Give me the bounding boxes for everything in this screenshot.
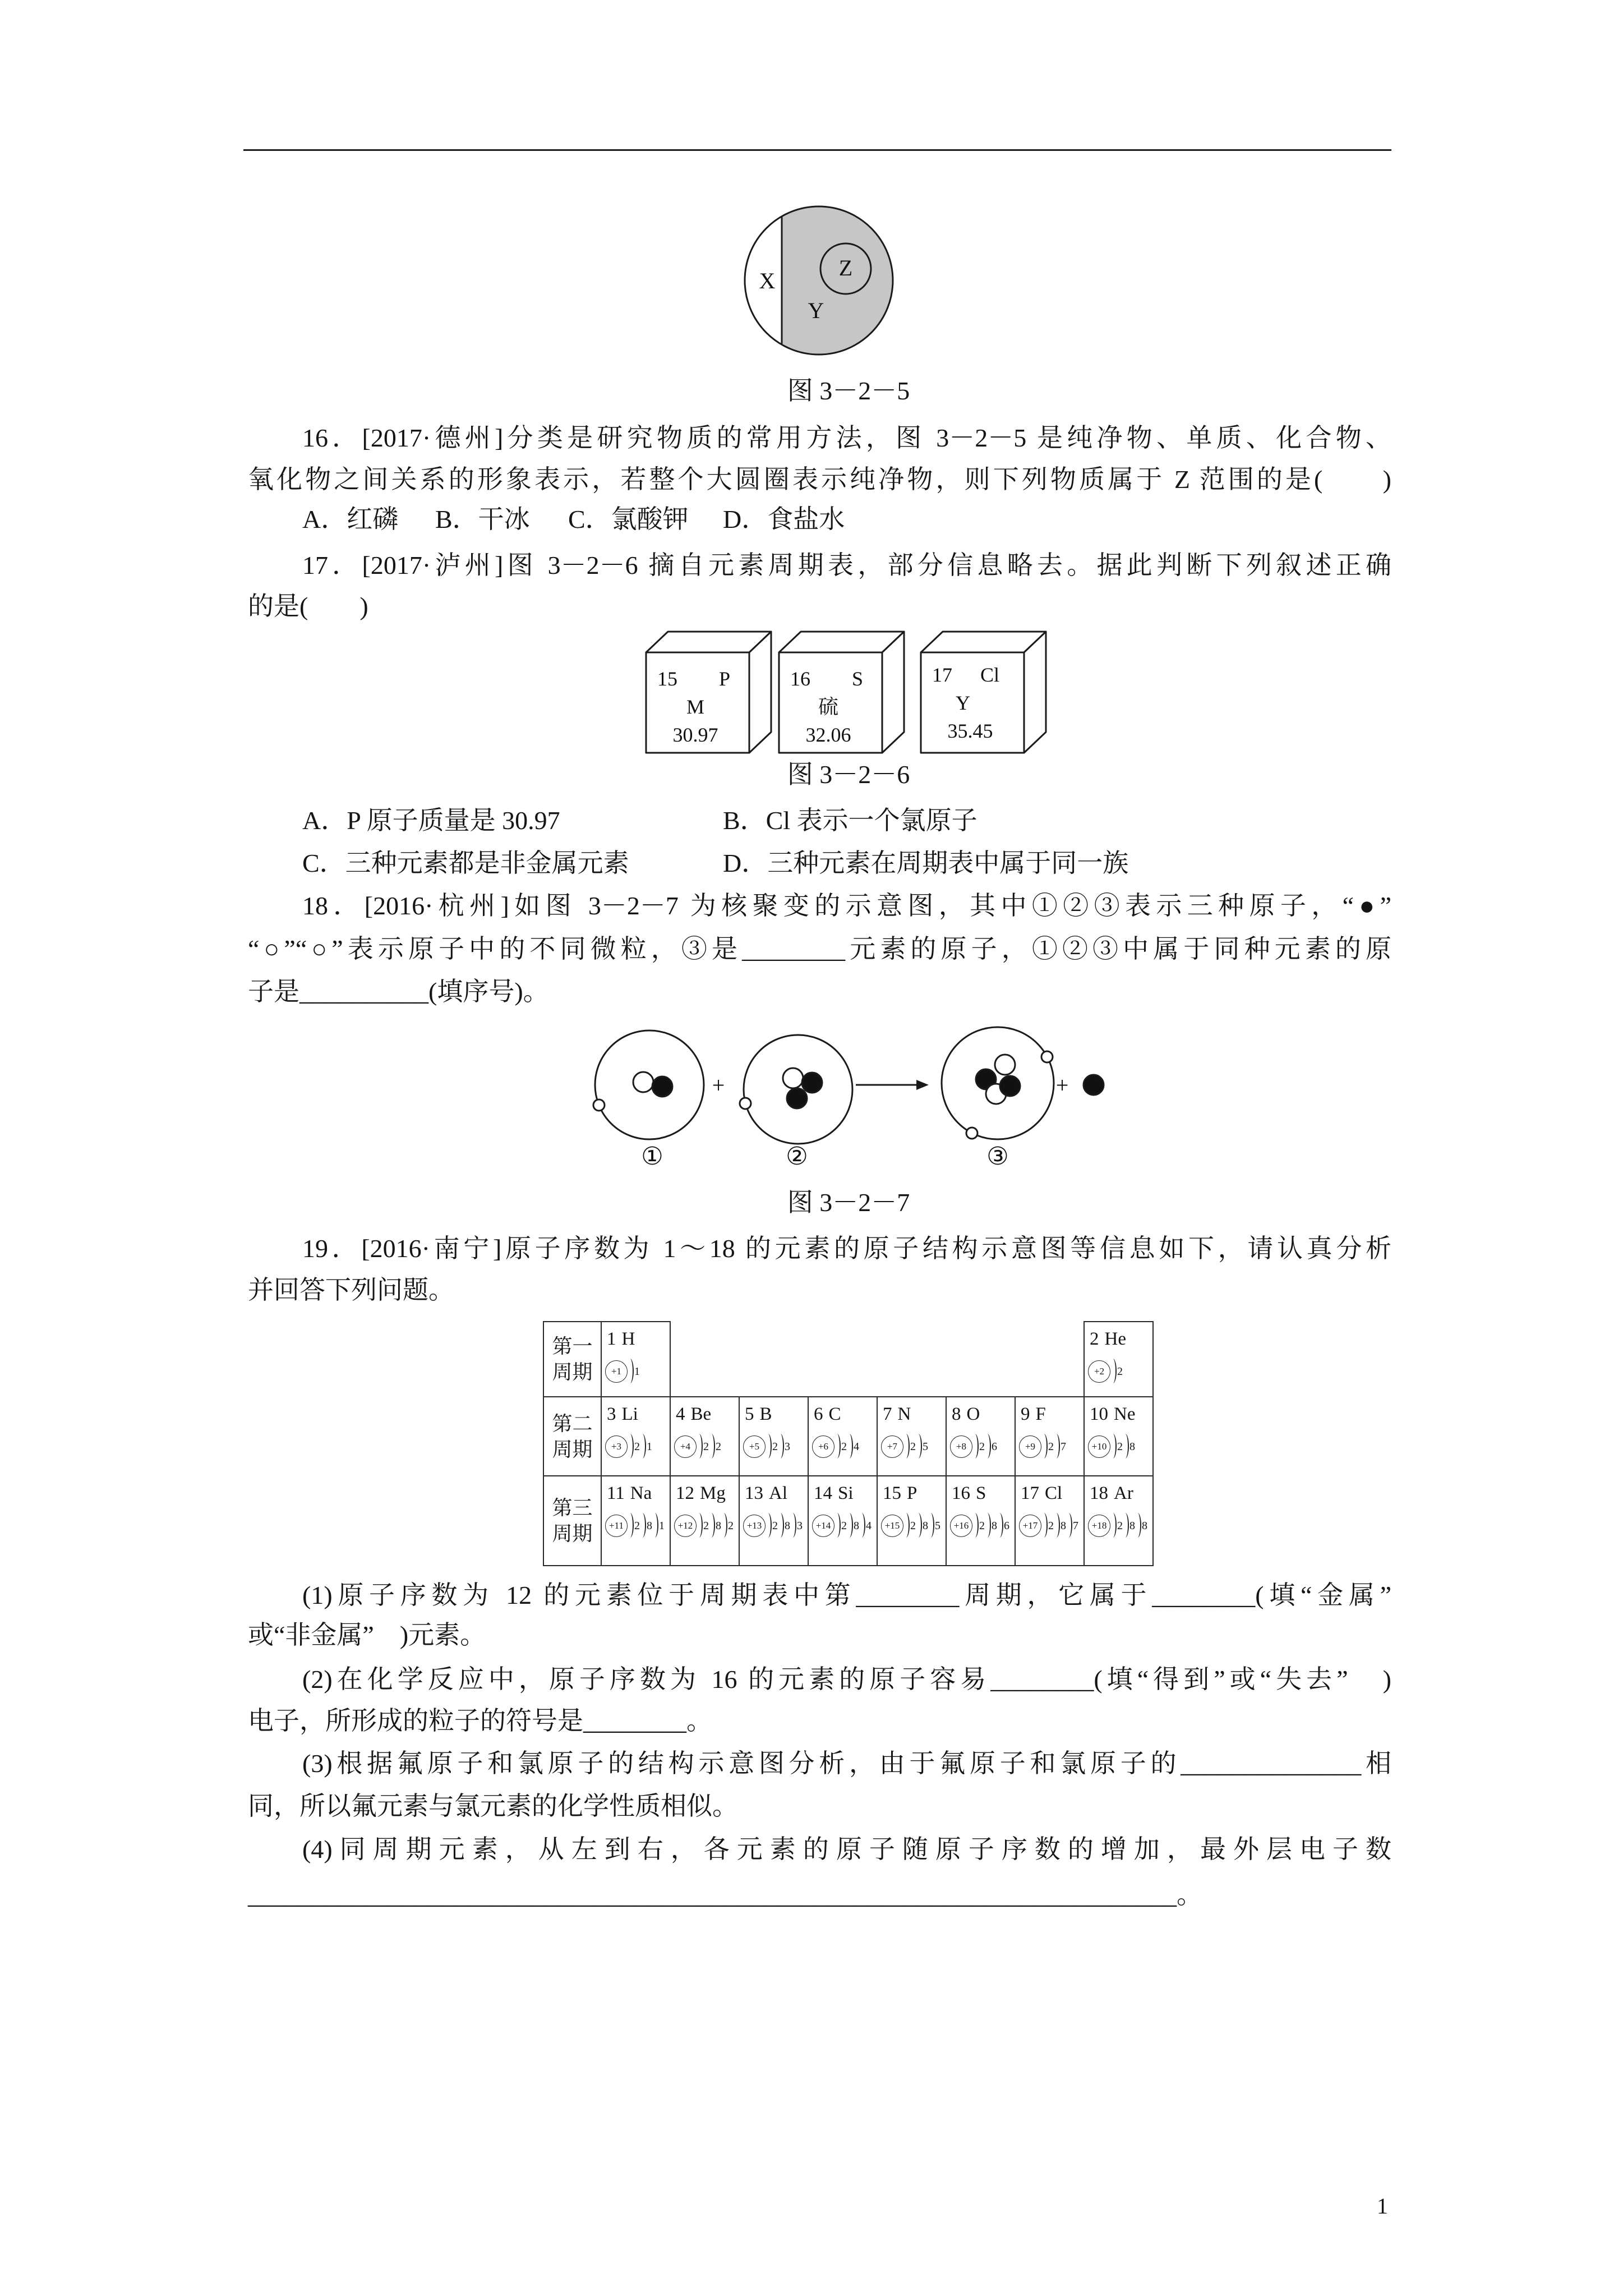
element-cell: [877, 1397, 946, 1476]
open-particle: [633, 1072, 653, 1092]
nucleus-charge: +2: [1088, 1360, 1110, 1383]
atomic-structure-diagram: [740, 1427, 808, 1461]
element-heading: [1016, 1397, 1083, 1427]
atomic-structure-diagram: [947, 1427, 1015, 1461]
atomic-number: 7: [883, 1404, 892, 1424]
electron-shell: 4: [859, 1512, 872, 1539]
element-symbol: Al: [769, 1483, 787, 1503]
element-heading: [1085, 1322, 1152, 1351]
element-cell: [1084, 1322, 1153, 1397]
q17-option-c: C．三种元素都是非金属元素: [302, 849, 629, 877]
electron-shell: 7: [1066, 1512, 1078, 1539]
period-label-cell: [543, 1322, 601, 1397]
electron-shell: 8: [916, 1512, 928, 1539]
q19-part3-line-1: (3)根据氟原子和氯原子的结构示意图分析，由于氟原子和氯原子的______________相: [302, 1749, 1391, 1778]
element-heading: [602, 1476, 670, 1506]
element-symbol: Be: [690, 1404, 712, 1424]
atomic-structure-diagram: [878, 1506, 946, 1540]
cube-symbol: P: [718, 668, 730, 690]
q19-part2-line-1: (2)在化学反应中，原子序数为 16 的元素的原子容易________(填“得到”或“失去” ): [302, 1665, 1391, 1694]
electron-shell: 2: [721, 1512, 734, 1539]
electron-shell: 2: [628, 1433, 640, 1460]
element-cell: [1015, 1397, 1084, 1476]
atomic-number: 6: [814, 1404, 823, 1424]
atomic-number: 1: [607, 1329, 616, 1349]
atomic-number: 9: [1021, 1404, 1030, 1424]
atomic-number: 2: [1090, 1329, 1099, 1349]
cube-atomic-number: 15: [657, 668, 677, 690]
q18-line-1: 18．[2016·杭州]如图 3－2－7 为核聚变的示意图，其中①②③表示三种原子，“●”: [302, 891, 1391, 920]
electron-shell: 4: [847, 1433, 859, 1460]
label-z: Z: [838, 255, 853, 280]
element-heading: [671, 1476, 739, 1506]
atomic-structure-diagram: [602, 1427, 670, 1461]
element-heading: [1016, 1476, 1083, 1506]
caption-3-2-5: 图 3－2－5: [787, 376, 910, 405]
electron-shell: 7: [1054, 1433, 1066, 1460]
q17-option-a: A．P 原子质量是 30.97: [302, 806, 560, 835]
element-cell: [601, 1322, 670, 1397]
label-x: X: [759, 268, 776, 293]
electron-shell: 2: [766, 1433, 778, 1460]
cube-atomic-number: 17: [932, 664, 952, 686]
element-cell: [739, 1476, 808, 1566]
atom-3: [942, 1027, 1054, 1139]
cube-name: M: [686, 696, 705, 718]
q16-option-a: A．红磷: [302, 505, 399, 533]
q19-part1-line-2: 或“非金属” )元素。: [248, 1621, 486, 1649]
cube-atomic-number: 16: [790, 668, 810, 690]
atomic-number: 17: [1021, 1483, 1039, 1503]
electron-shell: 8: [709, 1512, 721, 1539]
q19-line-2: 并回答下列问题。: [248, 1276, 454, 1304]
element-cell: [739, 1397, 808, 1476]
q19-part3-line-2: 同，所以氟元素与氯元素的化学性质相似。: [248, 1792, 738, 1820]
element-cell: [946, 1476, 1015, 1566]
q19-part4-line-2: ________________________________________________________________________。: [248, 1880, 1202, 1909]
atomic-structure-diagram: [1085, 1427, 1152, 1461]
atomic-structure-diagram: [740, 1506, 808, 1540]
element-symbol: C: [828, 1404, 841, 1424]
element-symbol: S: [976, 1483, 986, 1503]
electron-shell: 8: [640, 1512, 652, 1539]
electron-shell: 8: [1135, 1512, 1147, 1539]
open-particle: [995, 1055, 1015, 1075]
atomic-structure-diagram: [671, 1427, 739, 1461]
electron-shell: 2: [1110, 1512, 1123, 1539]
element-symbol: Si: [838, 1483, 854, 1503]
element-symbol: Ne: [1114, 1404, 1136, 1424]
cube-side-face: [749, 632, 771, 753]
electron-shell: 2: [709, 1433, 721, 1460]
filled-particle: [787, 1088, 807, 1108]
atomic-structure-diagram: [947, 1506, 1015, 1540]
empty-cell: [670, 1322, 1084, 1397]
q19-line-1: 19．[2016·南宁]原子序数为 1～18 的元素的原子结构示意图等信息如下，请认真分析: [302, 1234, 1391, 1263]
element-cell: [601, 1397, 670, 1476]
element-heading: [602, 1397, 670, 1427]
element-cell: [1084, 1476, 1153, 1566]
q18-line-3: 子是__________(填序号)。: [248, 977, 549, 1006]
nucleus-charge: +10: [1088, 1435, 1110, 1458]
element-symbol: Na: [630, 1483, 652, 1503]
nucleus-charge: +11: [605, 1515, 628, 1537]
electron-shell: 8: [778, 1512, 790, 1539]
periodic-table-1-18: [543, 1321, 1154, 1566]
electron-shell: 2: [903, 1433, 916, 1460]
element-cell: [946, 1397, 1015, 1476]
element-heading: [671, 1397, 739, 1427]
electron-shell: 2: [903, 1512, 916, 1539]
nucleus-charge: +12: [674, 1515, 697, 1537]
q17-option-b: B．Cl 表示一个氯原子: [723, 806, 978, 835]
electron-shell: 1: [640, 1433, 652, 1460]
atomic-structure-diagram: [671, 1506, 739, 1540]
figure-3-2-6: [634, 623, 1060, 763]
electron-shell: 2: [1110, 1358, 1123, 1385]
cube-atomic-mass: 35.45: [947, 720, 993, 742]
q19-part4-line-1: (4)同周期元素，从左到右，各元素的原子随原子序数的增加，最外层电子数: [302, 1835, 1391, 1864]
element-heading: [740, 1397, 808, 1427]
atomic-number: 18: [1090, 1483, 1109, 1503]
atom-label-3: ③: [986, 1142, 1009, 1171]
period-label: 第三周期: [552, 1497, 593, 1545]
label-y: Y: [808, 298, 824, 323]
element-cell: [808, 1476, 877, 1566]
element-symbol: B: [759, 1404, 772, 1424]
element-heading: [740, 1476, 808, 1506]
element-symbol: Mg: [700, 1483, 726, 1503]
periodic-table-body: [543, 1322, 1153, 1566]
electron-shell: 2: [697, 1512, 709, 1539]
atomic-number: 14: [814, 1483, 832, 1503]
caption-3-2-7: 图 3－2－7: [787, 1188, 910, 1217]
atomic-number: 16: [952, 1483, 970, 1503]
electron-shell: 8: [1123, 1433, 1135, 1460]
electron-shell: 8: [847, 1512, 859, 1539]
cube-name: 硫: [818, 696, 839, 718]
atomic-structure-diagram: [809, 1506, 877, 1540]
electron-shell: 2: [1110, 1433, 1123, 1460]
atomic-number: 11: [607, 1483, 625, 1503]
atomic-structure-diagram: [1016, 1427, 1083, 1461]
period-row: [543, 1476, 1153, 1566]
atomic-structure-diagram: [1085, 1351, 1152, 1386]
q19-part1-line-1: (1)原子序数为 12 的元素位于周期表中第________周期，它属于________(填“金属”: [302, 1581, 1391, 1609]
q16-option-c: C．氯酸钾: [568, 505, 689, 533]
electron-shell: 2: [697, 1433, 709, 1460]
electron-shell: 2: [1041, 1512, 1054, 1539]
nucleus-charge: +3: [605, 1435, 628, 1458]
cube-side-face: [882, 632, 904, 753]
electron: [966, 1128, 978, 1139]
atomic-structure-diagram: [602, 1351, 670, 1386]
electron-shell: 1: [652, 1512, 665, 1539]
element-cell: [670, 1476, 739, 1566]
element-heading: [1085, 1476, 1152, 1506]
atom-label-2: ②: [786, 1142, 808, 1171]
q16-option-b: B．干冰: [435, 505, 530, 533]
element-cell: [808, 1397, 877, 1476]
electron: [1041, 1051, 1053, 1062]
element-heading: [878, 1476, 946, 1506]
element-heading: [809, 1476, 877, 1506]
nucleus-charge: +6: [812, 1435, 834, 1458]
atomic-structure-diagram: [809, 1427, 877, 1461]
element-cell: [601, 1476, 670, 1566]
caption-3-2-6: 图 3－2－6: [787, 760, 910, 789]
electron-shell: 8: [1054, 1512, 1066, 1539]
cube-atomic-mass: 30.97: [672, 724, 718, 746]
electron: [593, 1099, 605, 1111]
nucleus-charge: +16: [950, 1515, 972, 1537]
open-particle: [783, 1068, 803, 1088]
cube-name: Y: [956, 692, 970, 714]
electron-shell: 8: [985, 1512, 997, 1539]
page-number: 1: [1377, 2193, 1388, 2219]
q16-line-1: 16．[2017·德州]分类是研究物质的常用方法，图 3－2－5 是纯净物、单质、化合物、: [302, 424, 1391, 452]
element-heading: [809, 1397, 877, 1427]
period-label: 第二周期: [552, 1412, 593, 1461]
element-symbol: Cl: [1045, 1483, 1063, 1503]
atomic-number: 3: [607, 1404, 616, 1424]
atomic-number: 15: [883, 1483, 901, 1503]
atomic-structure-diagram: [1085, 1506, 1152, 1540]
q17-option-d: D．三种元素在周期表中属于同一族: [723, 849, 1129, 877]
electron-shell: 6: [985, 1433, 997, 1460]
electron-shell: 8: [1123, 1512, 1135, 1539]
electron-shell: 6: [997, 1512, 1009, 1539]
period-label-cell: [543, 1476, 601, 1566]
cube-atomic-mass: 32.06: [805, 724, 851, 746]
element-symbol: Li: [621, 1404, 638, 1424]
atom-1: [593, 1030, 704, 1139]
plus-sign: +: [712, 1073, 725, 1098]
nucleus-charge: +13: [743, 1515, 766, 1537]
figure-3-2-5: [673, 191, 909, 370]
figure-3-2-7: [583, 1021, 1110, 1178]
nucleus-charge: +8: [950, 1435, 972, 1458]
period-row: [543, 1397, 1153, 1476]
nucleus-charge: +1: [605, 1360, 628, 1383]
element-heading: [947, 1397, 1015, 1427]
reaction-arrow-head: [916, 1080, 929, 1090]
filled-particle: [802, 1073, 822, 1093]
atomic-number: 10: [1090, 1404, 1109, 1424]
electron-shell: 2: [972, 1433, 985, 1460]
atom-label-1: ①: [641, 1142, 663, 1171]
element-heading: [602, 1322, 670, 1351]
emitted-filled-particle: [1083, 1075, 1104, 1095]
element-cell: [1015, 1476, 1084, 1566]
atom-2: [740, 1035, 852, 1144]
period-label: 第一周期: [552, 1335, 593, 1383]
nucleus-charge: +14: [812, 1515, 834, 1537]
period-row: [543, 1322, 1153, 1397]
period-label-cell: [543, 1397, 601, 1476]
filled-particle: [1000, 1076, 1020, 1096]
q16-option-d: D．食盐水: [723, 505, 845, 533]
atomic-structure-diagram: [878, 1427, 946, 1461]
element-heading: [947, 1476, 1015, 1506]
electron-shell: 5: [916, 1433, 928, 1460]
electron-shell: 1: [628, 1358, 640, 1385]
nucleus-charge: +18: [1088, 1515, 1110, 1537]
filled-particle: [652, 1076, 672, 1097]
electron-shell: 5: [928, 1512, 940, 1539]
electron-shell: 3: [790, 1512, 803, 1539]
nucleus-charge: +5: [743, 1435, 766, 1458]
nucleus-charge: +15: [881, 1515, 903, 1537]
element-symbol: Ar: [1114, 1483, 1133, 1503]
plus-sign: +: [1055, 1073, 1069, 1098]
q18-line-2: “○”“○”表示原子中的不同微粒，③是________元素的原子，①②③中属于同种元素的原: [248, 935, 1391, 963]
nucleus-charge: +17: [1019, 1515, 1041, 1537]
element-heading: [1085, 1397, 1152, 1427]
atomic-structure-diagram: [1016, 1506, 1083, 1540]
electron-shell: 2: [834, 1512, 847, 1539]
atomic-number: 5: [745, 1404, 754, 1424]
atomic-structure-diagram: [602, 1506, 670, 1540]
element-symbol: H: [621, 1329, 635, 1349]
element-cell: [670, 1397, 739, 1476]
element-symbol: P: [907, 1483, 917, 1503]
element-symbol: N: [897, 1404, 911, 1424]
q17-line-1: 17．[2017·泸州]图 3－2－6 摘自元素周期表，部分信息略去。据此判断下列叙述正确: [302, 551, 1391, 579]
electron-shell: 2: [834, 1433, 847, 1460]
cube-symbol: Cl: [980, 664, 999, 686]
header-rule: [243, 149, 1391, 151]
cube-symbol: S: [851, 668, 863, 690]
cube-side-face: [1024, 632, 1046, 753]
element-symbol: F: [1035, 1404, 1046, 1424]
atomic-number: 8: [952, 1404, 961, 1424]
q16-line-2: 氧化物之间关系的形象表示，若整个大圆圈表示纯净物，则下列物质属于 Z 范围的是( ): [248, 465, 1391, 494]
q17-line-2: 的是( ): [248, 592, 368, 620]
electron-shell: 2: [972, 1512, 985, 1539]
q19-part2-line-2: 电子，所形成的粒子的符号是________。: [248, 1706, 712, 1735]
atomic-number: 4: [676, 1404, 685, 1424]
nucleus-charge: +7: [881, 1435, 903, 1458]
atomic-number: 13: [745, 1483, 763, 1503]
element-symbol: O: [966, 1404, 980, 1424]
element-heading: [878, 1397, 946, 1427]
electron-shell: 2: [628, 1512, 640, 1539]
electron-shell: 2: [766, 1512, 778, 1539]
electron: [740, 1098, 751, 1109]
electron-shell: 3: [778, 1433, 790, 1460]
nucleus-charge: +9: [1019, 1435, 1041, 1458]
electron-shell: 2: [1041, 1433, 1054, 1460]
element-cell: [877, 1476, 946, 1566]
element-symbol: He: [1104, 1329, 1127, 1349]
element-cell: [1084, 1397, 1153, 1476]
nucleus-charge: +4: [674, 1435, 697, 1458]
atomic-number: 12: [676, 1483, 694, 1503]
